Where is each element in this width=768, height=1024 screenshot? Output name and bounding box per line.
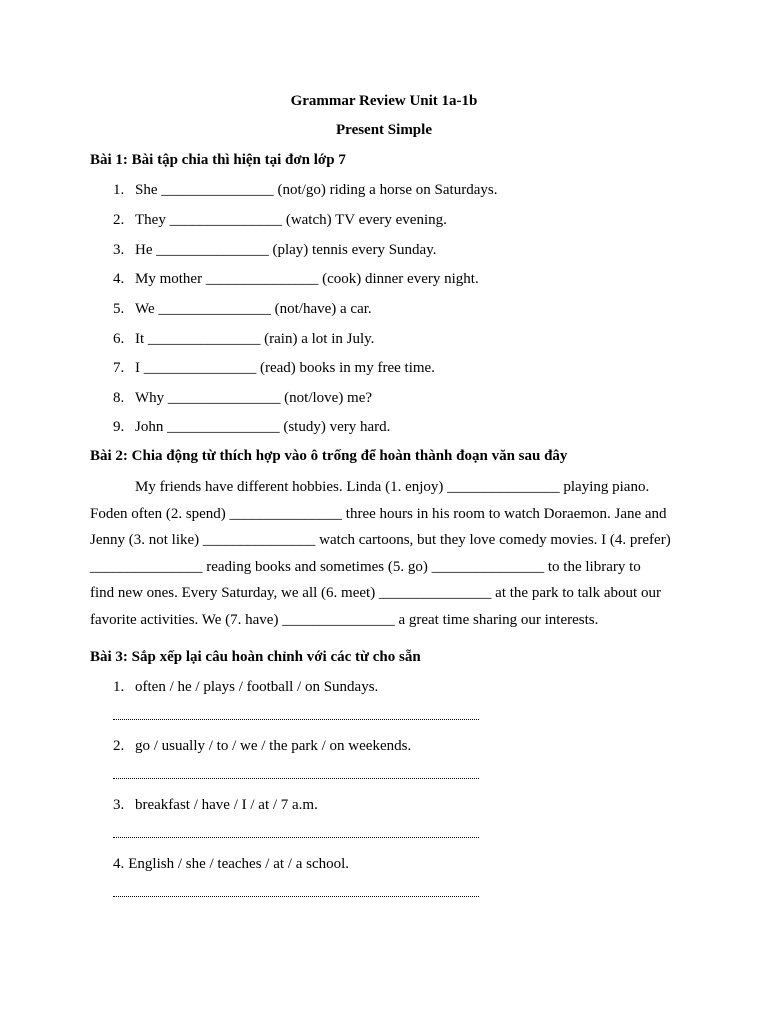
item-number: 2. — [113, 212, 125, 228]
item-number: 2. — [113, 738, 125, 754]
answer-line[interactable] — [113, 776, 479, 779]
paragraph-line: favorite activities. We (7. have) _______________ a great time sharing our interests. — [90, 612, 599, 628]
page-title: Grammar Review Unit 1a-1b — [290, 93, 478, 109]
item-number: 5. — [113, 301, 125, 317]
answer-line[interactable] — [113, 835, 479, 838]
exercise3-item — [113, 738, 411, 755]
answer-line[interactable] — [113, 717, 479, 720]
item-number: 3. — [113, 242, 125, 258]
item-text: She _______________ (not/go) riding a horse on Saturdays. — [135, 182, 498, 198]
exercise1-item — [113, 182, 497, 199]
item-number: 7. — [113, 360, 125, 376]
item-number: 6. — [113, 331, 125, 347]
item-number: 1. — [113, 182, 125, 198]
item-text: My mother _______________ (cook) dinner every night. — [135, 271, 479, 287]
section3-heading: Bài 3: Sắp xếp lại câu hoàn chỉnh với các từ cho sẵn — [90, 649, 421, 665]
item-number: 3. — [113, 797, 125, 813]
item-text: English / she / teaches / at / a school. — [128, 856, 350, 872]
item-text: breakfast / have / I / at / 7 a.m. — [135, 797, 318, 813]
item-text: often / he / plays / football / on Sundays. — [135, 679, 379, 695]
item-text: Why _______________ (not/love) me? — [135, 390, 373, 406]
item-text: They _______________ (watch) TV every evening. — [135, 212, 447, 228]
paragraph-line: find new ones. Every Saturday, we all (6. meet) _______________ at the park to talk about our — [90, 585, 661, 601]
item-number: 4. — [113, 271, 125, 287]
paragraph-line: Foden often (2. spend) _______________ three hours in his room to watch Doraemon. Jane and — [90, 506, 667, 522]
item-text: I _______________ (read) books in my free time. — [135, 360, 435, 376]
item-text: It _______________ (rain) a lot in July. — [135, 331, 375, 347]
exercise3-item — [113, 679, 378, 696]
item-number: 1. — [113, 679, 125, 695]
exercise3-item — [113, 856, 349, 873]
exercise1-item — [113, 271, 479, 288]
exercise1-item — [113, 331, 374, 348]
exercise1-item — [113, 419, 390, 436]
exercise1-item — [113, 242, 436, 259]
paragraph-line: My friends have different hobbies. Linda (1. enjoy) _______________ playing piano. — [135, 479, 650, 495]
item-text: John _______________ (study) very hard. — [135, 419, 391, 435]
item-text: go / usually / to / we / the park / on weekends. — [135, 738, 412, 754]
exercise1-item — [113, 212, 447, 229]
exercise3-item — [113, 797, 318, 814]
item-text: He _______________ (play) tennis every Sunday. — [135, 242, 437, 258]
item-number: 8. — [113, 390, 125, 406]
paragraph-line: Jenny (3. not like) _______________ watch cartoons, but they love comedy movies. I (4. prefer) — [90, 532, 671, 548]
exercise1-item — [113, 301, 372, 318]
paragraph-line: _______________ reading books and sometimes (5. go) _______________ to the library to — [90, 559, 641, 575]
exercise1-item — [113, 360, 435, 377]
section1-heading: Bài 1: Bài tập chia thì hiện tại đơn lớp 7 — [90, 152, 346, 168]
answer-line[interactable] — [113, 894, 479, 897]
item-number: 4. — [113, 856, 125, 872]
item-text: We _______________ (not/have) a car. — [135, 301, 372, 317]
item-number: 9. — [113, 419, 125, 435]
section2-heading: Bài 2: Chia động từ thích hợp vào ô trống để hoàn thành đoạn văn sau đây — [90, 448, 568, 464]
exercise1-item — [113, 390, 372, 407]
page-subtitle: Present Simple — [336, 122, 432, 138]
